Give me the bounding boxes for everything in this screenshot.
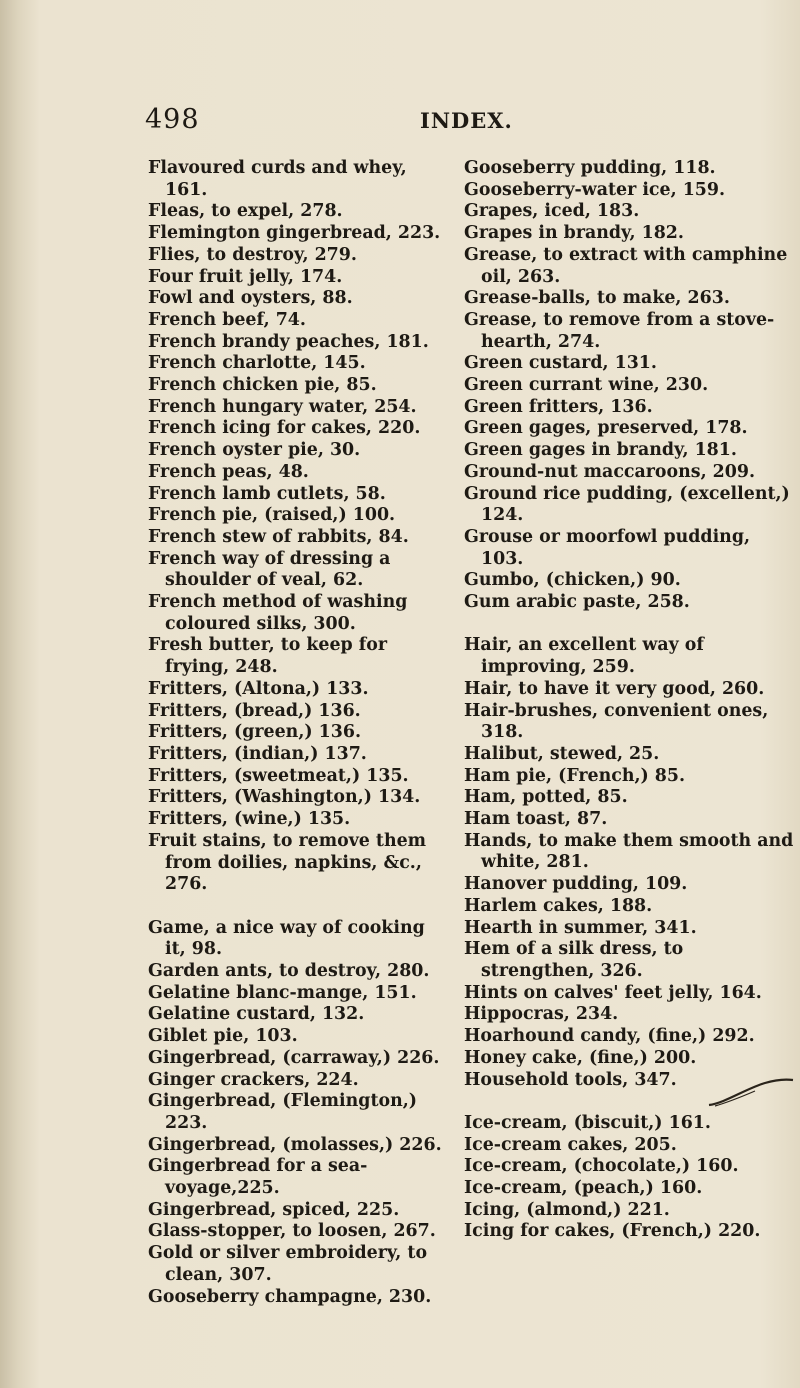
index-entry: Game, a nice way of cooking it, 98. xyxy=(148,917,431,960)
index-entry: Ice-cream cakes, 205. xyxy=(464,1134,677,1155)
page-number: 498 xyxy=(145,104,200,135)
index-entry: Giblet pie, 103. xyxy=(148,1026,298,1047)
index-entry: Fleas, to expel, 278. xyxy=(148,201,343,222)
index-entry: Hints on calves' feet jelly, 164. xyxy=(464,982,762,1003)
index-entry: Grease, to remove from a stove-hearth, 274. xyxy=(464,309,775,352)
index-entry: Gold or silver embroidery, to clean, 307. xyxy=(148,1243,434,1285)
index-entry: Gingerbread, (Flemington,) 223. xyxy=(148,1091,424,1133)
index-entry: French peas, 48. xyxy=(148,461,309,482)
index-entry: Honey cake, (fine,) 200. xyxy=(464,1047,697,1068)
index-entry: Household tools, 347. xyxy=(464,1069,677,1090)
index-entry: Gooseberry-water ice, 159. xyxy=(464,179,726,200)
index-entry: Fritters, (Washington,) 134. xyxy=(148,787,421,808)
index-entry: Gelatine custard, 132. xyxy=(148,1004,365,1025)
index-entry: Fritters, (Altona,) 133. xyxy=(148,678,369,699)
index-entry: Flavoured curds and whey, 161. xyxy=(148,158,413,200)
index-entry: Flies, to destroy, 279. xyxy=(148,244,357,265)
index-entry: French charlotte, 145. xyxy=(148,353,366,374)
index-entry: Gooseberry champagne, 230. xyxy=(148,1286,432,1307)
page-header xyxy=(0,104,800,144)
index-entry: Hair-brushes, convenient ones, 318. xyxy=(464,700,775,743)
index-entry: Green custard, 131. xyxy=(464,353,657,374)
index-entry: Ground-nut maccaroons, 209. xyxy=(464,461,756,482)
section-gap xyxy=(464,614,794,636)
index-entry: Fritters, (wine,) 135. xyxy=(148,809,351,830)
index-entry: Hands, to make them smooth and white, 281. xyxy=(464,830,800,873)
index-column-left xyxy=(148,158,450,1308)
index-entry: French pie, (raised,) 100. xyxy=(148,505,396,526)
index-entry: French chicken pie, 85. xyxy=(148,375,377,396)
index-entry: Green currant wine, 230. xyxy=(464,375,709,396)
section-gap xyxy=(148,896,450,918)
index-entry: Hanover pudding, 109. xyxy=(464,874,688,895)
index-entry: Fresh butter, to keep for frying, 248. xyxy=(148,635,394,678)
index-entry: Hair, to have it very good, 260. xyxy=(464,678,765,699)
index-entry: Green fritters, 136. xyxy=(464,396,653,417)
index-entry: Icing for cakes, (French,) 220. xyxy=(464,1221,761,1242)
index-entry: Four fruit jelly, 174. xyxy=(148,266,343,287)
index-entry: Gingerbread for a sea-voyage,225. xyxy=(148,1156,368,1199)
index-entry: Hem of a silk dress, to strengthen, 326. xyxy=(464,939,690,981)
index-entry: Halibut, stewed, 25. xyxy=(464,743,660,764)
index-entry: Grapes, iced, 183. xyxy=(464,201,640,222)
index-entry: Fritters, (green,) 136. xyxy=(148,722,362,743)
index-entry: Flemington gingerbread, 223. xyxy=(148,223,441,244)
index-entry: Gum arabic paste, 258. xyxy=(464,592,690,613)
index-entry: French stew of rabbits, 84. xyxy=(148,526,409,547)
index-entry: Garden ants, to destroy, 280. xyxy=(148,961,430,981)
index-entry: Gelatine blanc-mange, 151. xyxy=(148,982,417,1003)
index-entry: Fritters, (bread,) 136. xyxy=(148,700,361,721)
index-entry: French icing for cakes, 220. xyxy=(148,418,421,439)
index-entry: Icing, (almond,) 221. xyxy=(464,1199,670,1220)
index-entry: Ice-cream, (chocolate,) 160. xyxy=(464,1156,739,1177)
index-entry: Fowl and oysters, 88. xyxy=(148,288,353,309)
index-entry: Fritters, (sweetmeat,) 135. xyxy=(148,765,409,786)
index-entry: Glass-stopper, to loosen, 267. xyxy=(148,1221,436,1242)
index-entry: Hippocras, 234. xyxy=(464,1004,619,1025)
index-entry: Gooseberry pudding, 118. xyxy=(464,158,716,178)
index-entry: Ginger crackers, 224. xyxy=(148,1069,359,1090)
index-entry: Hair, an excellent way of improving, 259. xyxy=(464,635,710,678)
index-entry: Green gages in brandy, 181. xyxy=(464,440,737,461)
index-entry: Grease-balls, to make, 263. xyxy=(464,288,730,309)
index-entry: French oyster pie, 30. xyxy=(148,440,361,461)
index-entry: French way of dressing a shoulder of veal, 62. xyxy=(148,548,397,591)
printer-flourish-ornament xyxy=(705,1075,795,1109)
index-entry: Gingerbread, spiced, 225. xyxy=(148,1199,400,1220)
index-entry: Ground rice pudding, (excellent,) 124. xyxy=(464,483,796,526)
index-entry: French hungary water, 254. xyxy=(148,396,417,417)
index-entry: Ice-cream, (peach,) 160. xyxy=(464,1178,703,1199)
index-entry: Grease, to extract with camphine oil, 263. xyxy=(464,244,794,287)
index-entry: French beef, 74. xyxy=(148,309,306,330)
index-entry: Gingerbread, (carraway,) 226. xyxy=(148,1047,440,1068)
running-head: INDEX. xyxy=(420,108,513,133)
index-entry: Ice-cream, (biscuit,) 161. xyxy=(464,1112,711,1133)
index-entry: Gingerbread, (molasses,) 226. xyxy=(148,1134,442,1155)
index-entry: Harlem cakes, 188. xyxy=(464,895,653,916)
index-entry: Gumbo, (chicken,) 90. xyxy=(464,570,681,591)
index-entry: French brandy peaches, 181. xyxy=(148,331,429,352)
index-entry: Ham toast, 87. xyxy=(464,809,608,830)
index-entry: Fruit stains, to remove them from doilies, napkins, &c., 276. xyxy=(148,830,433,895)
index-entry: French lamb cutlets, 58. xyxy=(148,483,386,504)
index-entry: Ham, potted, 85. xyxy=(464,787,628,808)
index-entry: Ham pie, (French,) 85. xyxy=(464,765,686,786)
index-entry: Hearth in summer, 341. xyxy=(464,917,697,938)
index-entry: Fritters, (indian,) 137. xyxy=(148,743,367,764)
index-entry: Grapes in brandy, 182. xyxy=(464,223,684,244)
index-entry: French method of washing coloured silks, 300. xyxy=(148,592,414,634)
index-entry: Grouse or moorfowl pudding, 103. xyxy=(464,526,757,569)
index-entry: Hoarhound candy, (fine,) 292. xyxy=(464,1026,755,1047)
index-entry: Green gages, preserved, 178. xyxy=(464,418,748,439)
